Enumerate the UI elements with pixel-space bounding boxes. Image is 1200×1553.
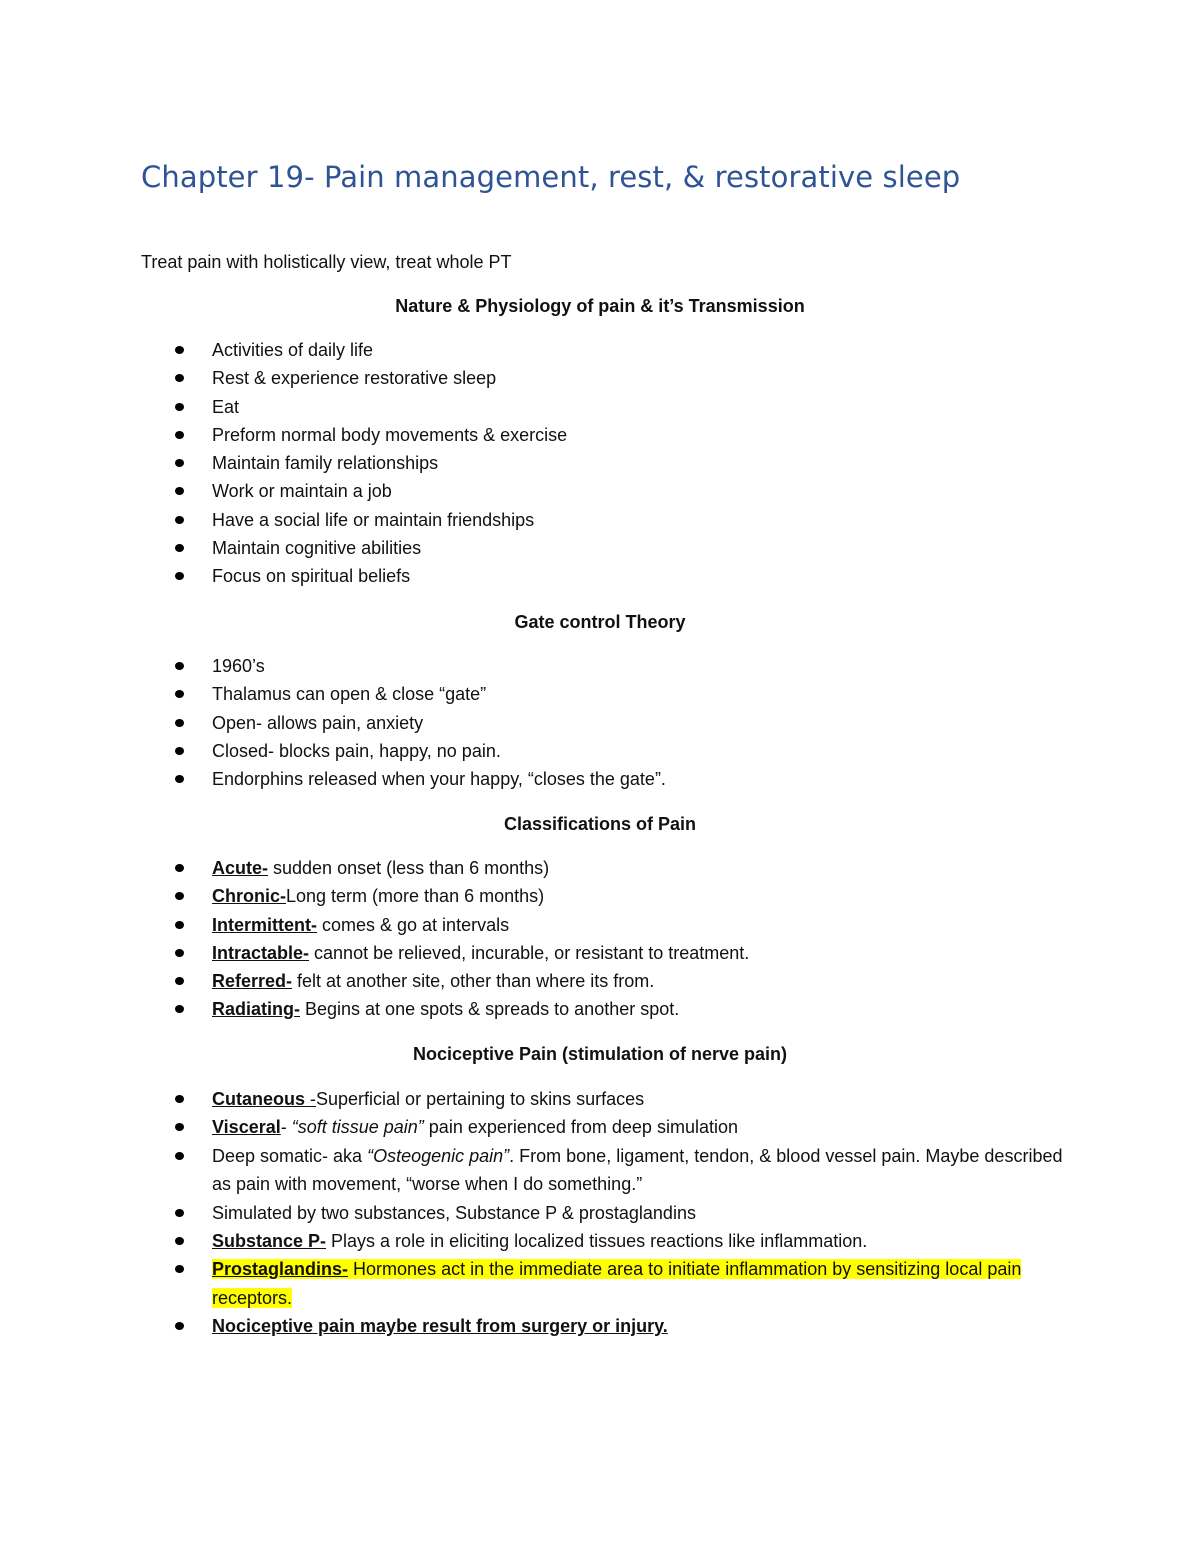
bullet-icon: [175, 747, 184, 755]
bullet-icon: [175, 403, 184, 411]
bullet-icon: [175, 1123, 184, 1131]
intro-text: Treat pain with holistically view, treat whole PT: [141, 252, 512, 272]
bullet-icon: [175, 949, 184, 957]
list-item: Activities of daily life: [0, 336, 1072, 364]
bullet-icon: [175, 1005, 184, 1013]
bullet-icon: [175, 516, 184, 524]
term-label: Prostaglandins-: [212, 1259, 349, 1280]
list-item: Radiating- Begins at one spots & spreads to another spot.: [0, 995, 1072, 1023]
list-item: Chronic-Long term (more than 6 months): [0, 882, 1072, 910]
term-label: Intermittent-: [212, 914, 317, 935]
list-item: Cutaneous -Superficial or pertaining to skins surfaces: [0, 1085, 1072, 1113]
section-heading-classifications-text: Classifications of Pain: [503, 814, 697, 834]
list-item: Intermittent- comes & go at intervals: [0, 911, 1072, 939]
term-label: Acute-: [212, 858, 269, 878]
list-nociceptive: [0, 1085, 1072, 1340]
section-heading-classifications: [0, 814, 1200, 835]
highlighted-text: Prostaglandins- Hormones act in the immediate area to initiate inflammation by sensitizing local pain receptors.: [212, 1259, 1022, 1308]
bullet-icon: [175, 775, 184, 783]
list-gate: [0, 652, 1072, 793]
list-item-highlighted: [0, 1255, 1072, 1312]
bullet-icon: [175, 864, 184, 872]
section-heading-gate: [0, 612, 1200, 633]
section-heading-nociceptive: [0, 1044, 1200, 1065]
section-heading-nociceptive-text: Nociceptive Pain (stimulation of nerve pain): [412, 1044, 788, 1064]
bullet-icon: [175, 1322, 184, 1330]
list-item: Referred- felt at another site, other than where its from.: [0, 967, 1072, 995]
term-label: Cutaneous: [212, 1089, 306, 1109]
list-nature: [0, 336, 1072, 591]
term-label: Substance P-: [212, 1230, 327, 1251]
bullet-icon: [175, 1095, 184, 1103]
list-item: Deep somatic- aka “Osteogenic pain”. From bone, ligament, tendon, & blood vessel pain. Maybe described as pain with movement, “worse when I do something.”: [0, 1142, 1072, 1199]
list-classifications: [0, 854, 1072, 1024]
term-label: Visceral: [212, 1117, 281, 1138]
page-title: Chapter 19- Pain management, rest, & restorative sleep: [141, 160, 961, 194]
bullet-icon: [175, 1265, 184, 1273]
list-item: Nociceptive pain maybe result from surgery or injury.: [0, 1312, 1072, 1340]
bullet-icon: [175, 487, 184, 495]
list-item: Maintain family relationships: [0, 449, 1072, 477]
term-label: Chronic-: [212, 886, 286, 907]
list-item: Focus on spiritual beliefs: [0, 562, 1072, 590]
list-item: Have a social life or maintain friendships: [0, 506, 1072, 534]
list-item: Intractable- cannot be relieved, incurable, or resistant to treatment.: [0, 939, 1072, 967]
bullet-icon: [175, 431, 184, 439]
list-item: 1960’s: [0, 652, 1072, 680]
list-item: Eat: [0, 393, 1072, 421]
bullet-icon: [175, 977, 184, 985]
bullet-icon: [175, 892, 184, 900]
bullet-icon: [175, 346, 184, 354]
list-item: Substance P- Plays a role in eliciting localized tissues reactions like inflammation.: [0, 1227, 1072, 1255]
bullet-icon: [175, 1209, 184, 1217]
bullet-icon: [175, 1237, 184, 1245]
bullet-icon: [175, 1152, 184, 1160]
section-heading-gate-text: Gate control Theory: [514, 612, 686, 632]
term-label: Referred-: [212, 971, 293, 992]
list-item: Rest & experience restorative sleep: [0, 364, 1072, 392]
bullet-icon: [175, 544, 184, 552]
list-item: Open- allows pain, anxiety: [0, 709, 1072, 737]
list-item: Thalamus can open & close “gate”: [0, 680, 1072, 708]
bullet-icon: [175, 662, 184, 670]
list-item: Simulated by two substances, Substance P & prostaglandins: [0, 1199, 1072, 1227]
list-item: Preform normal body movements & exercise: [0, 421, 1072, 449]
section-heading-nature-text: Nature & Physiology of pain & it’s Transmission: [395, 296, 805, 316]
list-item: Closed- blocks pain, happy, no pain.: [0, 737, 1072, 765]
bullet-icon: [175, 374, 184, 382]
bullet-icon: [175, 690, 184, 698]
bullet-icon: [175, 572, 184, 580]
list-item: Endorphins released when your happy, “closes the gate”.: [0, 765, 1072, 793]
bullet-icon: [175, 719, 184, 727]
bullet-icon: [175, 459, 184, 467]
list-item: Work or maintain a job: [0, 477, 1072, 505]
list-item: Visceral- “soft tissue pain” pain experienced from deep simulation: [0, 1113, 1072, 1141]
term-label: Radiating-: [212, 999, 300, 1020]
section-heading-nature: [0, 296, 1200, 317]
list-item: Acute- sudden onset (less than 6 months): [0, 854, 1072, 882]
term-label: Intractable-: [212, 942, 310, 963]
list-item: Maintain cognitive abilities: [0, 534, 1072, 562]
bullet-icon: [175, 921, 184, 929]
